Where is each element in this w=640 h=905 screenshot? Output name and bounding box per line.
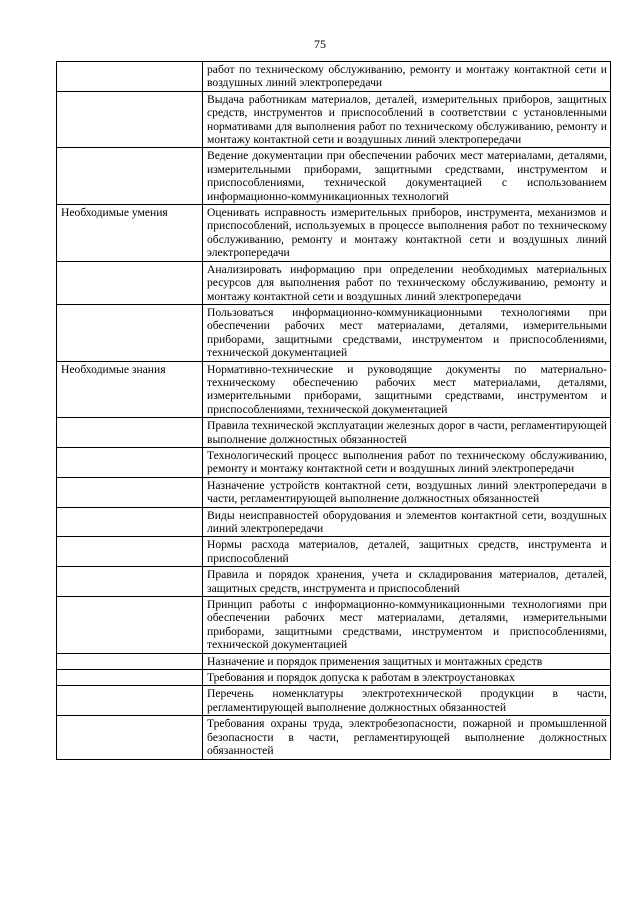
row-label-cell: [57, 418, 203, 448]
row-label-cell: [57, 261, 203, 304]
table-row: [57, 447, 611, 477]
row-text-cell: Правила и порядок хранения, учета и складирования материалов, деталей, защитных средств, инструмента и приспособлений: [203, 567, 611, 597]
table-row: [57, 597, 611, 654]
row-text-cell: Принцип работы с информационно-коммуникационными технологиями при обеспечении рабочих мест материалами, деталями, измерительными приборами, защитными средствами, инструментом и приспособлениями, технической документацией: [203, 597, 611, 654]
row-label-cell: [57, 716, 203, 759]
table-row: [57, 205, 611, 262]
table-row: [57, 418, 611, 448]
table-row: [57, 261, 611, 304]
row-text-cell: Ведение документации при обеспечении рабочих мест материалами, деталями, измерительными приборами, защитными средствами, инструментом и приспособлениями, технической документацией с использованием информационно-коммуникационных технологий: [203, 148, 611, 205]
row-label-cell: [57, 670, 203, 686]
table-row: [57, 567, 611, 597]
table-row: [57, 716, 611, 759]
row-text-cell: Виды неисправностей оборудования и элементов контактной сети, воздушных линий электропередачи: [203, 507, 611, 537]
requirements-table-body: [57, 62, 611, 760]
row-text-cell: Назначение устройств контактной сети, воздушных линий электропередачи в части, регламентирующей выполнение должностных обязанностей: [203, 477, 611, 507]
row-label-cell: [57, 304, 203, 361]
table-row: [57, 477, 611, 507]
row-label-cell: [57, 597, 203, 654]
row-label-cell: Необходимые знания: [57, 361, 203, 418]
row-text-cell: Назначение и порядок применения защитных и монтажных средств: [203, 653, 611, 669]
row-label-cell: [57, 447, 203, 477]
row-text-cell: Нормы расхода материалов, деталей, защитных средств, инструмента и приспособлений: [203, 537, 611, 567]
table-row: [57, 653, 611, 669]
row-label-cell: [57, 507, 203, 537]
row-label-cell: [57, 567, 203, 597]
row-label-cell: [57, 653, 203, 669]
row-label-cell: [57, 91, 203, 148]
row-label-cell: [57, 148, 203, 205]
row-label-cell: [57, 477, 203, 507]
page-number: 75: [314, 37, 326, 51]
table-row: [57, 148, 611, 205]
row-text-cell: Выдача работникам материалов, деталей, измерительных приборов, защитных средств, инструментов и приспособлений в соответствии с установленными нормативами для выполнения работ по техническому обслуживанию, ремонту и монтажу контактной сети и воздушных линий электропередачи: [203, 91, 611, 148]
table-row: [57, 537, 611, 567]
row-label-cell: [57, 686, 203, 716]
row-text-cell: Перечень номенклатуры электротехнической продукции в части, регламентирующей выполнение должностных обязанностей: [203, 686, 611, 716]
row-label-cell: Необходимые умения: [57, 205, 203, 262]
table-row: [57, 507, 611, 537]
table-row: [57, 304, 611, 361]
row-label-cell: [57, 537, 203, 567]
row-text-cell: Анализировать информацию при определении необходимых материальных ресурсов для выполнения работ по техническому обслуживанию, ремонту и монтажу контактной сети и воздушных линий электропередачи: [203, 261, 611, 304]
requirements-table: [56, 61, 611, 760]
row-text-cell: Технологический процесс выполнения работ по техническому обслуживанию, ремонту и монтажу контактной сети и воздушных линий электропередачи: [203, 447, 611, 477]
row-text-cell: Оценивать исправность измерительных приборов, инструмента, механизмов и приспособлений, используемых в процессе выполнения работ по техническому обслуживанию, ремонту и монтажу контактной сети и воздушных линий электропередачи: [203, 205, 611, 262]
row-text-cell: работ по техническому обслуживанию, ремонту и монтажу контактной сети и воздушных линий электропередачи: [203, 62, 611, 92]
row-label-cell: [57, 62, 203, 92]
row-text-cell: Требования охраны труда, электробезопасности, пожарной и промышленной безопасности в части, регламентирующей выполнение должностных обязанностей: [203, 716, 611, 759]
table-row: [57, 62, 611, 92]
table-row: [57, 91, 611, 148]
row-text-cell: Нормативно-технические и руководящие документы по материально-техническому обеспечению рабочих мест материалами, деталями, измерительными приборами, защитными средствами, инструментом и приспособлениями, технической документацией: [203, 361, 611, 418]
table-row: [57, 670, 611, 686]
table-row: [57, 686, 611, 716]
row-text-cell: Правила технической эксплуатации железных дорог в части, регламентирующей выполнение должностных обязанностей: [203, 418, 611, 448]
table-row: [57, 361, 611, 418]
row-text-cell: Пользоваться информационно-коммуникационными технологиями при обеспечении рабочих мест материалами, деталями, измерительными приборами, защитными средствами, инструментом и приспособлениями, технической документацией: [203, 304, 611, 361]
row-text-cell: Требования и порядок допуска к работам в электроустановках: [203, 670, 611, 686]
